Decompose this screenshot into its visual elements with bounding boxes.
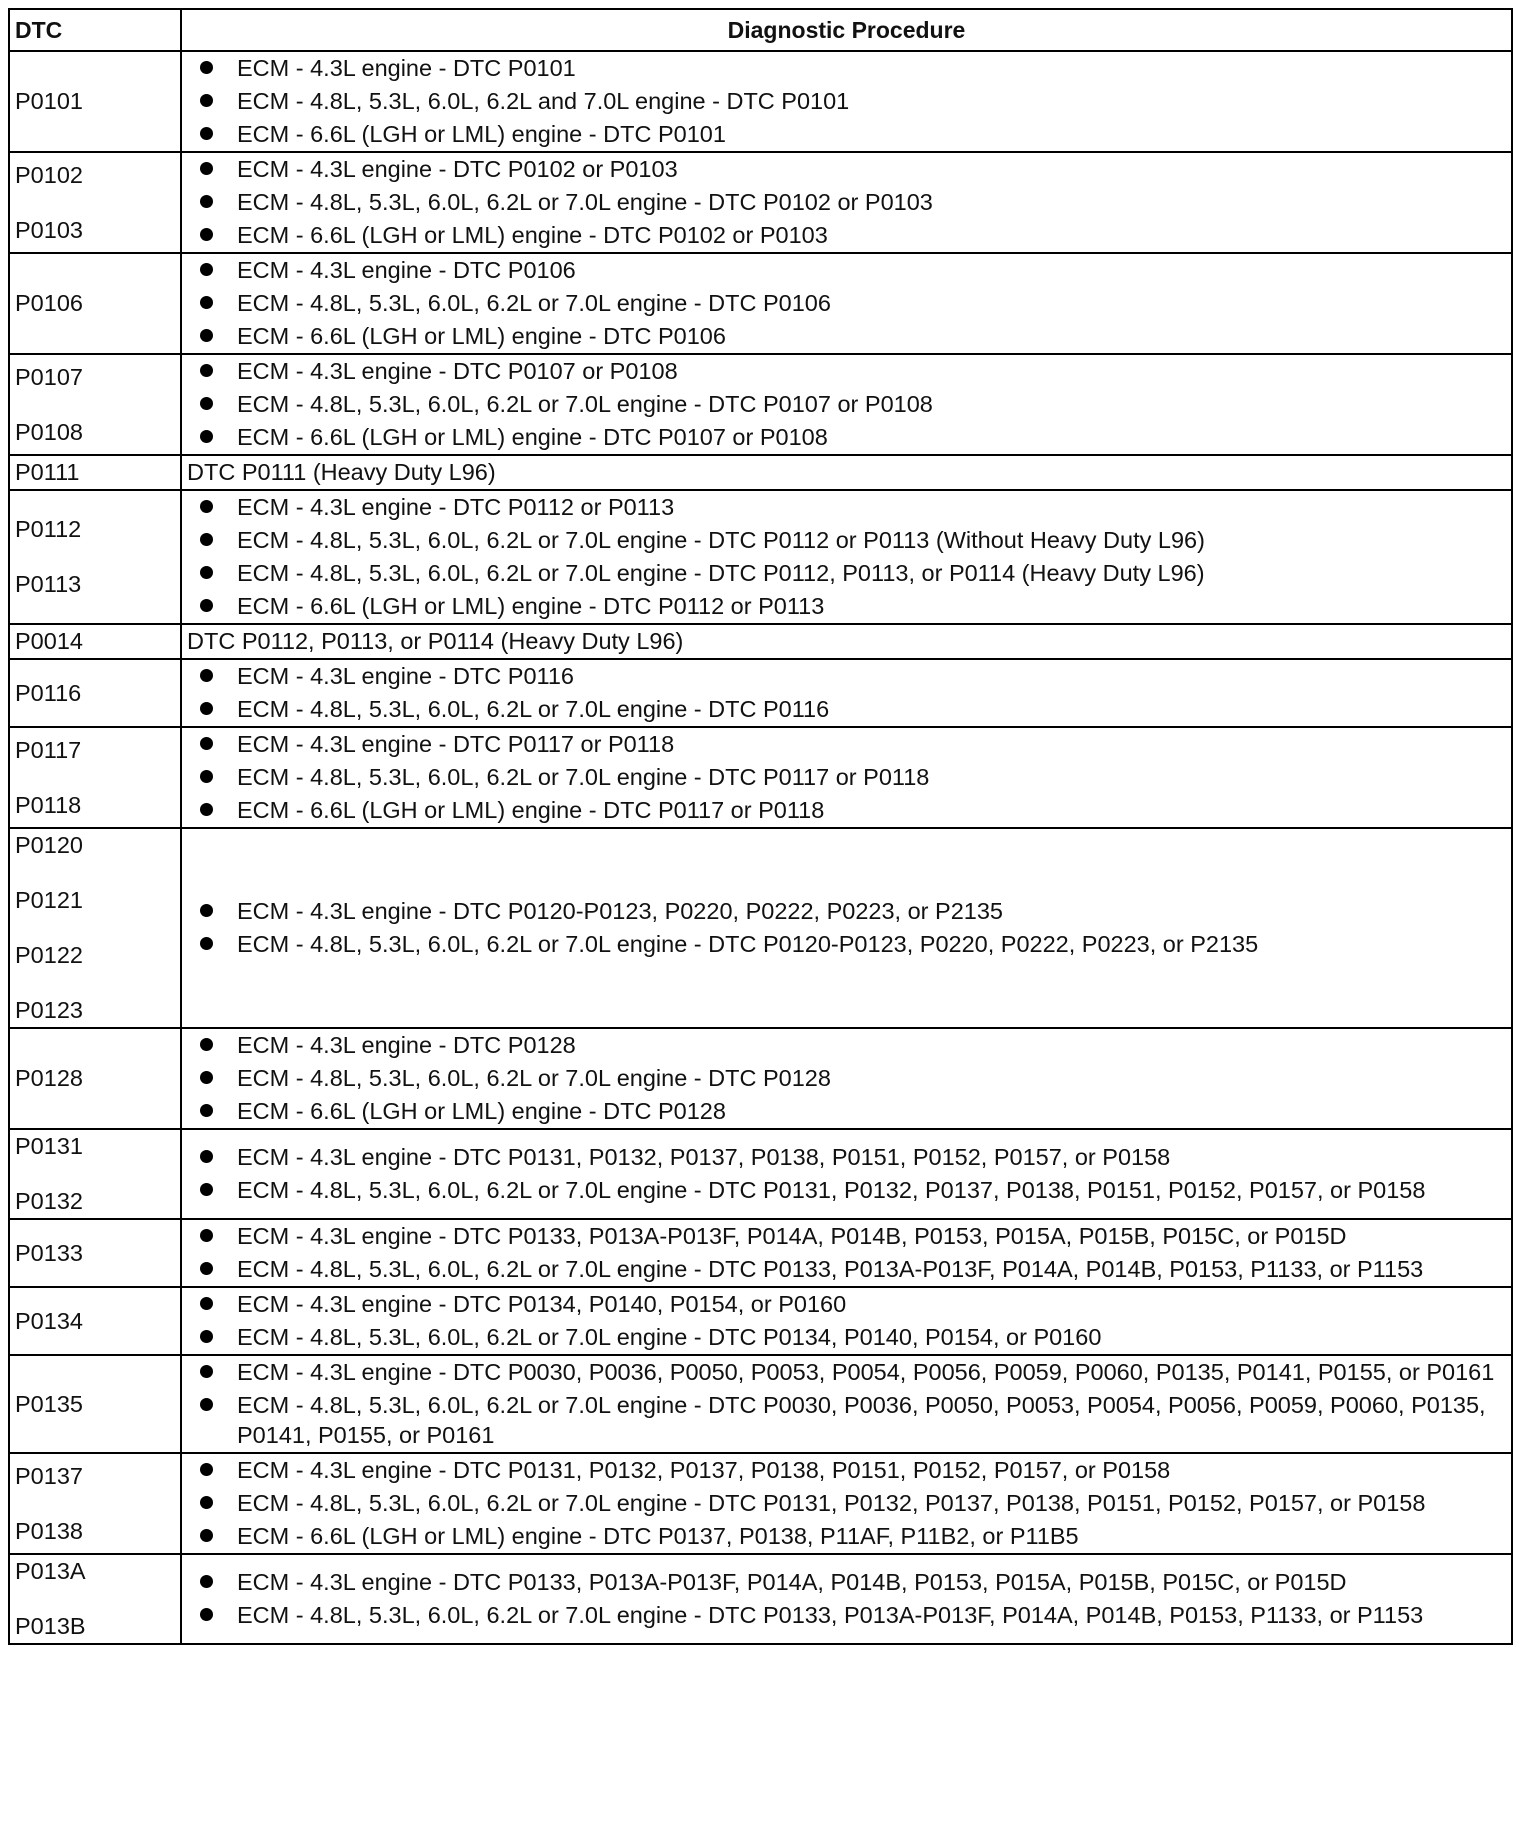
- procedure-item-text: ECM - 4.8L, 5.3L, 6.0L, 6.2L or 7.0L engine - DTC P0107 or P0108: [237, 391, 933, 417]
- procedure-item: [187, 1454, 1506, 1487]
- bullet-icon: [200, 1529, 213, 1542]
- procedure-item: [187, 153, 1506, 186]
- table-body: [9, 51, 1512, 1644]
- dtc-code-cell: [9, 1554, 181, 1644]
- procedure-item-text: ECM - 6.6L (LGH or LML) engine - DTC P0102 or P0103: [237, 222, 828, 248]
- procedure-item-text: ECM - 4.3L engine - DTC P0131, P0132, P0137, P0138, P0151, P0152, P0157, or P0158: [237, 1144, 1171, 1170]
- table-row: [9, 152, 1512, 253]
- procedure-item: [187, 287, 1506, 320]
- procedure-item: [187, 660, 1506, 693]
- bullet-icon: [200, 195, 213, 208]
- dtc-code: P0103: [15, 216, 83, 243]
- procedure-item: [187, 761, 1506, 794]
- bullet-icon: [200, 263, 213, 276]
- table-row: [9, 455, 1512, 490]
- dtc-code: P0135: [15, 1390, 83, 1417]
- procedure-item-text: ECM - 4.8L, 5.3L, 6.0L, 6.2L or 7.0L engine - DTC P0117 or P0118: [237, 764, 930, 790]
- procedure-item: [187, 1062, 1506, 1095]
- procedure-item: [187, 388, 1506, 421]
- procedure-item: [187, 524, 1506, 557]
- table-row: [9, 727, 1512, 828]
- dtc-code: P0128: [15, 1065, 83, 1091]
- bullet-icon: [200, 1496, 213, 1509]
- procedure-cell: [181, 1028, 1512, 1129]
- dtc-code: P0137: [15, 1462, 83, 1489]
- table-row: [9, 1028, 1512, 1129]
- procedure-item-text: ECM - 4.8L, 5.3L, 6.0L, 6.2L or 7.0L engine - DTC P0133, P013A-P013F, P014A, P014B, P0153, P1133, or P1153: [237, 1602, 1424, 1628]
- bullet-icon: [200, 1262, 213, 1275]
- procedure-item-text: ECM - 4.8L, 5.3L, 6.0L, 6.2L or 7.0L engine - DTC P0112 or P0113 (Without Heavy Duty L96): [237, 527, 1205, 553]
- procedure-list: [187, 1288, 1506, 1354]
- procedure-item: [187, 320, 1506, 353]
- procedure-cell: [181, 490, 1512, 624]
- dtc-code: P0138: [15, 1517, 83, 1544]
- procedure-item: [187, 186, 1506, 219]
- procedure-item: [187, 1520, 1506, 1553]
- dtc-code: P013A: [15, 1558, 86, 1584]
- procedure-item-text: ECM - 4.3L engine - DTC P0133, P013A-P013F, P014A, P014B, P0153, P015A, P015B, P015C, or P015D: [237, 1569, 1347, 1595]
- table-row: [9, 490, 1512, 624]
- dtc-code-cell: [9, 354, 181, 455]
- bullet-icon: [200, 127, 213, 140]
- procedure-item-text: ECM - 4.3L engine - DTC P0030, P0036, P0050, P0053, P0054, P0056, P0059, P0060, P0135, P0141, P0155, or P0161: [237, 1359, 1495, 1385]
- procedure-item-text: ECM - 4.8L, 5.3L, 6.0L, 6.2L or 7.0L engine - DTC P0131, P0132, P0137, P0138, P0151, P0152, P0157, or P0158: [237, 1177, 1426, 1203]
- dtc-table: [8, 8, 1513, 1645]
- procedure-item: [187, 1356, 1506, 1389]
- dtc-code: P013B: [15, 1613, 86, 1639]
- procedure-item-text: ECM - 6.6L (LGH or LML) engine - DTC P0106: [237, 323, 726, 349]
- dtc-code: P0134: [15, 1307, 83, 1334]
- procedure-cell: [181, 1129, 1512, 1219]
- bullet-icon: [200, 1330, 213, 1343]
- bullet-icon: [200, 566, 213, 579]
- bullet-icon: [200, 1183, 213, 1196]
- procedure-item: [187, 85, 1506, 118]
- procedure-item-text: ECM - 6.6L (LGH or LML) engine - DTC P0107 or P0108: [237, 424, 828, 450]
- bullet-icon: [200, 430, 213, 443]
- procedure-item-text: ECM - 4.8L, 5.3L, 6.0L, 6.2L or 7.0L engine - DTC P0131, P0132, P0137, P0138, P0151, P0152, P0157, or P0158: [237, 1490, 1426, 1516]
- bullet-icon: [200, 364, 213, 377]
- procedure-item-text: ECM - 4.3L engine - DTC P0128: [237, 1032, 576, 1058]
- bullet-icon: [200, 1071, 213, 1084]
- procedure-item: [187, 1220, 1506, 1253]
- bullet-icon: [200, 61, 213, 74]
- procedure-item-text: ECM - 4.8L, 5.3L, 6.0L, 6.2L or 7.0L engine - DTC P0133, P013A-P013F, P014A, P014B, P0153, P1133, or P1153: [237, 1256, 1424, 1282]
- table-header-row: [9, 9, 1512, 51]
- dtc-code-cell: [9, 1219, 181, 1287]
- bullet-icon: [200, 1297, 213, 1310]
- procedure-list: [187, 1029, 1506, 1128]
- bullet-icon: [200, 1104, 213, 1117]
- procedure-item: [187, 1599, 1506, 1632]
- procedure-item-text: ECM - 4.8L, 5.3L, 6.0L, 6.2L or 7.0L engine - DTC P0116: [237, 696, 830, 722]
- procedure-item-text: ECM - 4.8L, 5.3L, 6.0L, 6.2L or 7.0L engine - DTC P0134, P0140, P0154, or P0160: [237, 1324, 1102, 1350]
- procedure-cell: [181, 51, 1512, 152]
- dtc-code: P0133: [15, 1239, 83, 1266]
- procedure-list: [187, 728, 1506, 827]
- dtc-code-cell: [9, 624, 181, 659]
- dtc-code: P0112: [15, 516, 82, 542]
- dtc-code-cell: [9, 51, 181, 152]
- procedure-cell: [181, 354, 1512, 455]
- bullet-icon: [200, 937, 213, 950]
- bullet-icon: [200, 737, 213, 750]
- dtc-code: P0106: [15, 290, 83, 316]
- procedure-item-text: ECM - 6.6L (LGH or LML) engine - DTC P0112 or P0113: [237, 593, 825, 619]
- procedure-item: [187, 355, 1506, 388]
- dtc-code: P0131: [15, 1133, 83, 1159]
- procedure-list: [187, 491, 1506, 623]
- procedure-item: [187, 1253, 1506, 1286]
- procedure-item-text: ECM - 4.8L, 5.3L, 6.0L, 6.2L or 7.0L engine - DTC P0128: [237, 1065, 831, 1091]
- procedure-list: [187, 1141, 1506, 1207]
- procedure-item: [187, 118, 1506, 151]
- procedure-list: [187, 660, 1506, 726]
- procedure-item: [187, 895, 1506, 928]
- procedure-item: [187, 421, 1506, 454]
- procedure-item-text: ECM - 4.3L engine - DTC P0101: [237, 55, 576, 81]
- procedure-list: [187, 1356, 1506, 1452]
- procedure-cell: [181, 1554, 1512, 1644]
- procedure-list: [187, 153, 1506, 252]
- procedure-item-text: ECM - 4.3L engine - DTC P0131, P0132, P0137, P0138, P0151, P0152, P0157, or P0158: [237, 1457, 1171, 1483]
- dtc-code-cell: [9, 1355, 181, 1453]
- procedure-list: [187, 1220, 1506, 1286]
- dtc-code: P0118: [15, 791, 82, 818]
- dtc-code: P0122: [15, 942, 83, 968]
- dtc-code: P0101: [15, 88, 83, 114]
- bullet-icon: [200, 1575, 213, 1588]
- procedure-item: [187, 1487, 1506, 1520]
- procedure-item-text: ECM - 4.3L engine - DTC P0133, P013A-P013F, P014A, P014B, P0153, P015A, P015B, P015C, or P015D: [237, 1223, 1347, 1249]
- dtc-code: P0121: [15, 887, 83, 913]
- procedure-cell: [181, 253, 1512, 354]
- procedure-item: [187, 1095, 1506, 1128]
- procedure-item: [187, 928, 1506, 961]
- dtc-code-cell: [9, 659, 181, 727]
- dtc-code: P0117: [15, 736, 82, 763]
- procedure-item: [187, 1141, 1506, 1174]
- procedure-item: [187, 52, 1506, 85]
- bullet-icon: [200, 228, 213, 241]
- dtc-code: P0113: [15, 571, 82, 597]
- dtc-code: P0120: [15, 832, 83, 858]
- procedure-item: [187, 557, 1506, 590]
- bullet-icon: [200, 1463, 213, 1476]
- dtc-code-cell: [9, 1028, 181, 1129]
- procedure-item-text: ECM - 6.6L (LGH or LML) engine - DTC P0128: [237, 1098, 726, 1124]
- procedure-item: [187, 728, 1506, 761]
- dtc-code-cell: [9, 828, 181, 1028]
- table-row: [9, 624, 1512, 659]
- bullet-icon: [200, 599, 213, 612]
- dtc-column-header: DTC: [9, 9, 181, 51]
- procedure-item: [187, 1174, 1506, 1207]
- table-row: [9, 1129, 1512, 1219]
- procedure-item: [187, 1288, 1506, 1321]
- dtc-code-cell: [9, 253, 181, 354]
- dtc-code-cell: [9, 455, 181, 490]
- procedure-text: DTC P0111 (Heavy Duty L96): [181, 455, 1512, 490]
- procedure-cell: [181, 1287, 1512, 1355]
- table-row: [9, 253, 1512, 354]
- dtc-code: P0102: [15, 161, 83, 188]
- bullet-icon: [200, 1150, 213, 1163]
- procedure-item: [187, 590, 1506, 623]
- dtc-code-cell: [9, 1453, 181, 1554]
- dtc-code-cell: [9, 727, 181, 828]
- bullet-icon: [200, 1365, 213, 1378]
- procedure-list: [187, 254, 1506, 353]
- table-row: [9, 1287, 1512, 1355]
- table-row: [9, 1453, 1512, 1554]
- procedure-item-text: ECM - 4.3L engine - DTC P0112 or P0113: [237, 494, 675, 520]
- dtc-code: P0108: [15, 418, 83, 445]
- procedure-item: [187, 1389, 1506, 1452]
- bullet-icon: [200, 296, 213, 309]
- procedure-item-text: ECM - 4.8L, 5.3L, 6.0L, 6.2L or 7.0L engine - DTC P0030, P0036, P0050, P0053, P0054, P0056, P0059, P0060, P0135, P0141, P0155, or P0161: [237, 1392, 1486, 1448]
- procedure-item-text: ECM - 4.8L, 5.3L, 6.0L, 6.2L or 7.0L engine - DTC P0102 or P0103: [237, 189, 933, 215]
- procedure-column-header: Diagnostic Procedure: [181, 9, 1512, 51]
- procedure-item: [187, 1029, 1506, 1062]
- bullet-icon: [200, 1229, 213, 1242]
- dtc-code-cell: [9, 1287, 181, 1355]
- procedure-item-text: ECM - 4.3L engine - DTC P0107 or P0108: [237, 358, 678, 384]
- procedure-item-text: ECM - 4.3L engine - DTC P0106: [237, 257, 576, 283]
- bullet-icon: [200, 500, 213, 513]
- procedure-item: [187, 1321, 1506, 1354]
- dtc-code: P0123: [15, 997, 83, 1023]
- bullet-icon: [200, 1038, 213, 1051]
- dtc-code: P0116: [15, 679, 82, 706]
- bullet-icon: [200, 162, 213, 175]
- procedure-cell: [181, 828, 1512, 1028]
- dtc-code: P0111: [15, 459, 80, 485]
- table-row: [9, 1355, 1512, 1453]
- table-row: [9, 354, 1512, 455]
- procedure-item-text: ECM - 4.3L engine - DTC P0120-P0123, P0220, P0222, P0223, or P2135: [237, 898, 1003, 924]
- dtc-code-cell: [9, 490, 181, 624]
- procedure-item-text: ECM - 4.8L, 5.3L, 6.0L, 6.2L or 7.0L engine - DTC P0120-P0123, P0220, P0222, P0223, or P2135: [237, 931, 1259, 957]
- procedure-item: [187, 794, 1506, 827]
- procedure-list: [187, 355, 1506, 454]
- procedure-item-text: ECM - 6.6L (LGH or LML) engine - DTC P0101: [237, 121, 726, 147]
- procedure-item: [187, 1566, 1506, 1599]
- bullet-icon: [200, 904, 213, 917]
- procedure-item: [187, 219, 1506, 252]
- procedure-list: [187, 895, 1506, 961]
- procedure-item-text: ECM - 4.8L, 5.3L, 6.0L, 6.2L or 7.0L engine - DTC P0106: [237, 290, 831, 316]
- table-row: [9, 828, 1512, 1028]
- procedure-cell: [181, 1355, 1512, 1453]
- procedure-item-text: ECM - 6.6L (LGH or LML) engine - DTC P0137, P0138, P11AF, P11B2, or P11B5: [237, 1523, 1079, 1549]
- procedure-item: [187, 693, 1506, 726]
- dtc-code: P0014: [15, 628, 83, 654]
- bullet-icon: [200, 1398, 213, 1411]
- procedure-cell: [181, 1219, 1512, 1287]
- table-row: [9, 1219, 1512, 1287]
- procedure-item-text: ECM - 6.6L (LGH or LML) engine - DTC P0117 or P0118: [237, 797, 825, 823]
- bullet-icon: [200, 94, 213, 107]
- procedure-item-text: ECM - 4.3L engine - DTC P0102 or P0103: [237, 156, 678, 182]
- table-row: [9, 1554, 1512, 1644]
- procedure-item-text: ECM - 4.3L engine - DTC P0134, P0140, P0154, or P0160: [237, 1291, 847, 1317]
- procedure-item: [187, 254, 1506, 287]
- table-row: [9, 659, 1512, 727]
- procedure-cell: [181, 152, 1512, 253]
- procedure-item-text: ECM - 4.3L engine - DTC P0117 or P0118: [237, 731, 675, 757]
- bullet-icon: [200, 803, 213, 816]
- procedure-cell: [181, 1453, 1512, 1554]
- bullet-icon: [200, 702, 213, 715]
- procedure-item: [187, 491, 1506, 524]
- bullet-icon: [200, 669, 213, 682]
- procedure-item-text: ECM - 4.8L, 5.3L, 6.0L, 6.2L and 7.0L engine - DTC P0101: [237, 88, 850, 114]
- bullet-icon: [200, 533, 213, 546]
- procedure-item-text: ECM - 4.3L engine - DTC P0116: [237, 663, 574, 689]
- dtc-code: P0132: [15, 1188, 83, 1214]
- procedure-list: [187, 1454, 1506, 1553]
- dtc-code-cell: [9, 1129, 181, 1219]
- procedure-list: [187, 52, 1506, 151]
- bullet-icon: [200, 1608, 213, 1621]
- bullet-icon: [200, 329, 213, 342]
- table-row: [9, 51, 1512, 152]
- bullet-icon: [200, 770, 213, 783]
- procedure-text: DTC P0112, P0113, or P0114 (Heavy Duty L96): [181, 624, 1512, 659]
- dtc-code: P0107: [15, 363, 83, 390]
- procedure-cell: [181, 727, 1512, 828]
- dtc-code-cell: [9, 152, 181, 253]
- procedure-list: [187, 1566, 1506, 1632]
- bullet-icon: [200, 397, 213, 410]
- procedure-cell: [181, 659, 1512, 727]
- procedure-item-text: ECM - 4.8L, 5.3L, 6.0L, 6.2L or 7.0L engine - DTC P0112, P0113, or P0114 (Heavy Duty L96): [237, 560, 1205, 586]
